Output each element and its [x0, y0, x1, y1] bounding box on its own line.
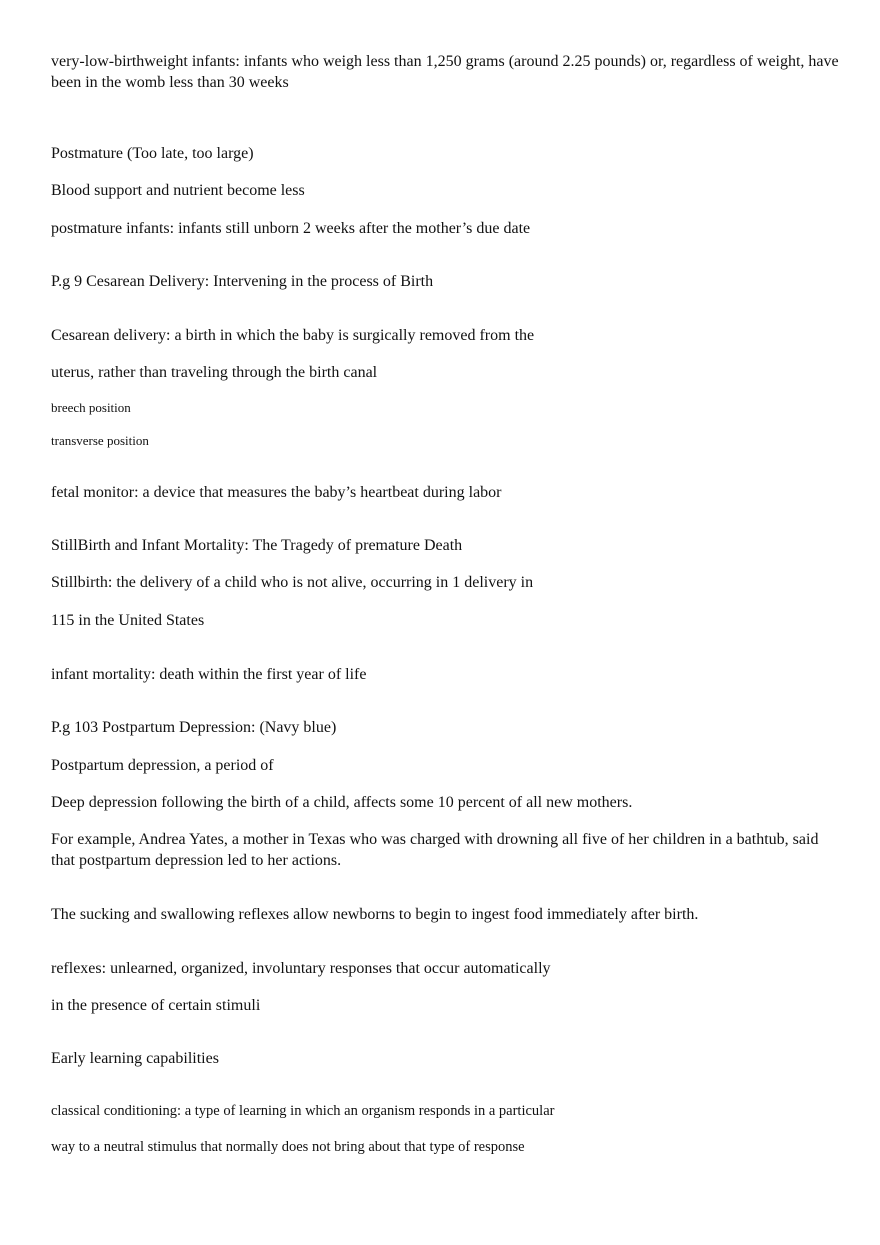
- definition-stillbirth-line-1: Stillbirth: the delivery of a child who is not alive, occurring in 1 delivery in: [51, 574, 534, 591]
- text-transverse-position: transverse position: [51, 433, 149, 448]
- definition-fetal-monitor: fetal monitor: a device that measures the baby’s heartbeat during labor: [51, 484, 502, 501]
- text-sucking-swallowing-reflexes: The sucking and swallowing reflexes allow newborns to begin to ingest food immediately after birth.: [51, 906, 699, 923]
- text-postpartum-period: Postpartum depression, a period of: [51, 757, 274, 774]
- definition-reflexes-line-2: in the presence of certain stimuli: [51, 997, 261, 1014]
- text-blood-support: Blood support and nutrient become less: [51, 182, 305, 199]
- heading-postpartum-depression: P.g 103 Postpartum Depression: (Navy blue): [51, 719, 337, 736]
- heading-postmature: Postmature (Too late, too large): [51, 145, 254, 162]
- heading-early-learning-capabilities: Early learning capabilities: [51, 1050, 219, 1067]
- definition-very-low-birthweight: very-low-birthweight infants: infants who weigh less than 1,250 grams (around 2.25 pounds) or, regardless of weight, have been in the womb less than 30 weeks: [51, 53, 839, 91]
- definition-infant-mortality: infant mortality: death within the first year of life: [51, 666, 367, 683]
- definition-cesarean-line-1: Cesarean delivery: a birth in which the baby is surgically removed from the: [51, 327, 535, 344]
- text-breech-position: breech position: [51, 400, 131, 415]
- definition-cesarean-line-2: uterus, rather than traveling through the birth canal: [51, 364, 378, 381]
- definition-classical-conditioning-line-2: way to a neutral stimulus that normally does not bring about that type of response: [51, 1139, 525, 1155]
- heading-stillbirth-infant-mortality: StillBirth and Infant Mortality: The Tragedy of premature Death: [51, 537, 463, 554]
- definition-classical-conditioning-line-1: classical conditioning: a type of learning in which an organism responds in a particular: [51, 1103, 555, 1119]
- definition-reflexes-line-1: reflexes: unlearned, organized, involuntary responses that occur automatically: [51, 960, 551, 977]
- text-andrea-yates-example: For example, Andrea Yates, a mother in Texas who was charged with drowning all five of her children in a bathtub, said that postpartum depression led to her actions.: [51, 831, 819, 869]
- definition-postmature-infants: postmature infants: infants still unborn 2 weeks after the mother’s due date: [51, 220, 531, 237]
- heading-cesarean-delivery: P.g 9 Cesarean Delivery: Intervening in the process of Birth: [51, 273, 434, 290]
- definition-stillbirth-line-2: 115 in the United States: [51, 612, 205, 629]
- text-deep-depression: Deep depression following the birth of a child, affects some 10 percent of all new mothers.: [51, 794, 633, 811]
